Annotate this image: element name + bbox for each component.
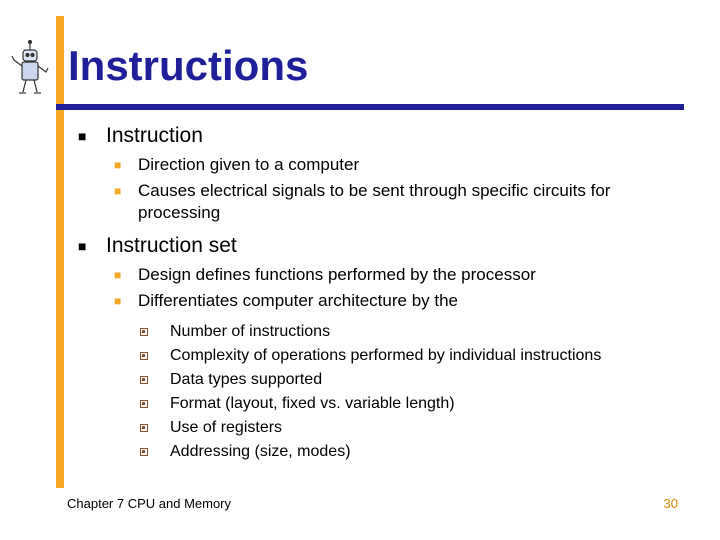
sub-bullet — [114, 264, 688, 286]
square-bullet-icon: ■ — [78, 128, 87, 144]
list-item — [138, 440, 688, 464]
square-bullet-icon: ■ — [114, 158, 122, 172]
footer-chapter: Chapter 7 CPU and Memory — [67, 496, 232, 511]
architecture-criteria-list — [138, 320, 688, 464]
sub-bullet — [114, 180, 688, 224]
hollow-square-bullet-icon — [140, 424, 148, 432]
list-item-text: Use of registers — [170, 419, 283, 436]
hollow-square-bullet-icon — [140, 400, 148, 408]
sub-bullet-text: Differentiates computer architecture by the — [138, 291, 459, 310]
list-item-text: Addressing (size, modes) — [170, 443, 351, 460]
page-number: 30 — [663, 496, 678, 511]
list-item — [138, 320, 688, 344]
robot-mascot-icon — [10, 40, 50, 98]
list-item-text: Complexity of operations performed by individual instructions — [170, 347, 602, 364]
sub-bullet — [114, 154, 688, 176]
list-item — [138, 392, 688, 416]
square-bullet-icon: ■ — [114, 268, 122, 282]
sub-bullets-instruction — [114, 154, 688, 224]
square-bullet-icon: ■ — [114, 294, 122, 308]
square-bullet-icon: ■ — [114, 184, 122, 198]
sub-bullets-instruction-set — [114, 264, 688, 312]
title-underline — [56, 104, 684, 110]
list-item-text: Format (layout, fixed vs. variable length) — [170, 395, 455, 412]
list-item — [138, 368, 688, 392]
list-item-text: Data types supported — [170, 371, 323, 388]
bullet-text: Instruction set — [106, 234, 237, 257]
sub-bullet-text: Causes electrical signals to be sent through specific circuits for processing — [138, 181, 611, 222]
hollow-square-bullet-icon — [140, 352, 148, 360]
list-item — [138, 416, 688, 440]
bullet-instruction — [78, 122, 688, 150]
hollow-square-bullet-icon — [140, 328, 148, 336]
hollow-square-bullet-icon — [140, 448, 148, 456]
bullet-text: Instruction — [106, 124, 203, 147]
square-bullet-icon: ■ — [78, 238, 87, 254]
slide-title: Instructions — [68, 42, 309, 89]
list-item-text: Number of instructions — [170, 323, 331, 340]
sub-bullet — [114, 290, 688, 312]
list-item — [138, 344, 688, 368]
slide-body — [78, 122, 688, 464]
orange-accent-bar — [56, 16, 64, 488]
bullet-instruction-set — [78, 232, 688, 260]
hollow-square-bullet-icon — [140, 376, 148, 384]
sub-bullet-text: Direction given to a computer — [138, 155, 360, 174]
sub-bullet-text: Design defines functions performed by the processor — [138, 265, 536, 284]
